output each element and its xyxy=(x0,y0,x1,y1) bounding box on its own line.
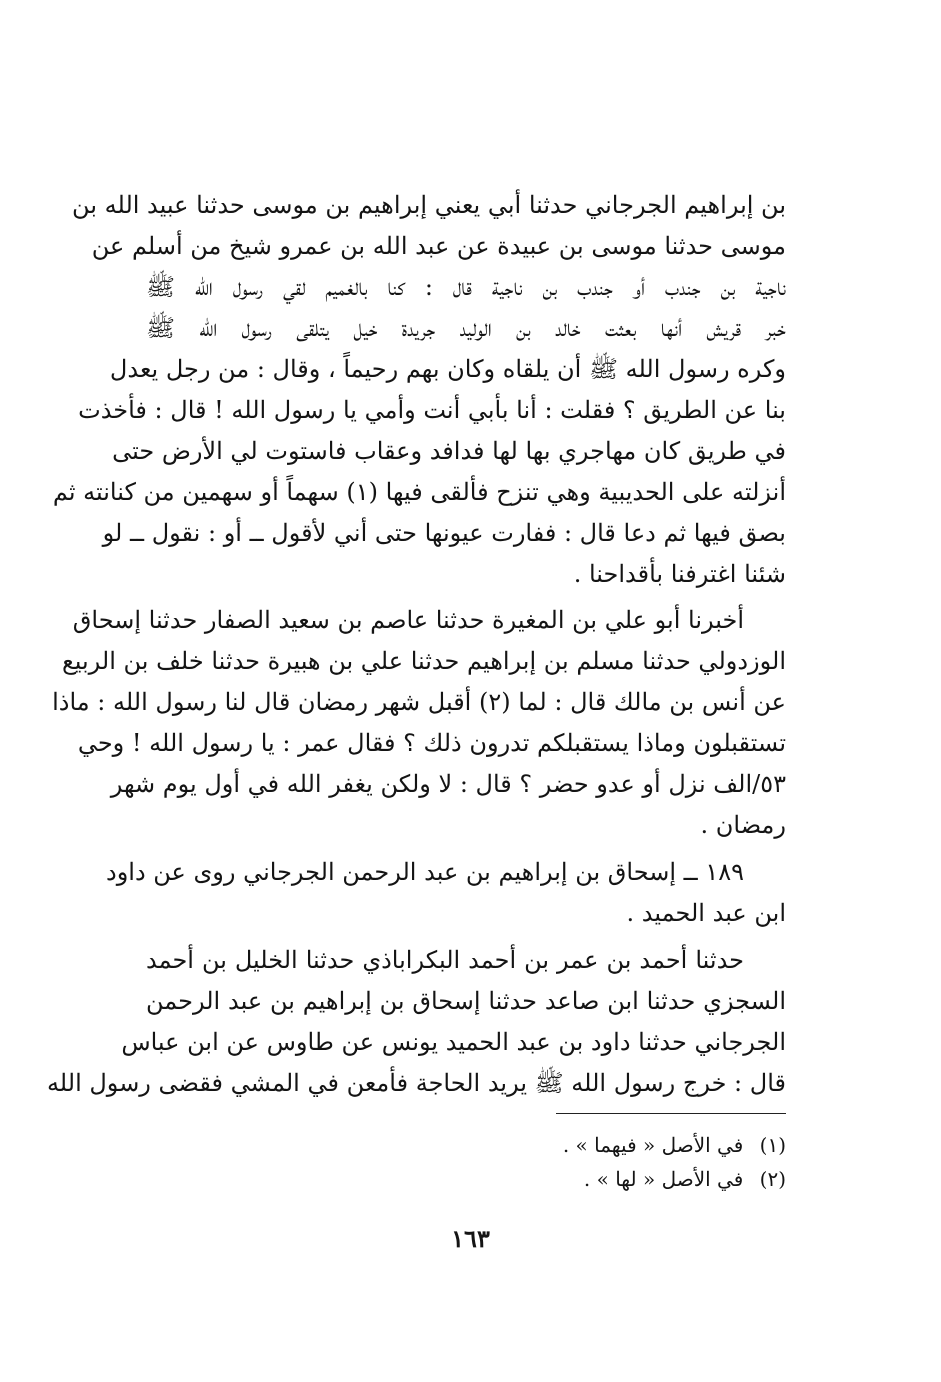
text-line: قال : خرج رسول الله ﷺ يريد الحاجة فأمعن في المشي فقضى رسول الله xyxy=(46,1069,786,1097)
text-line: عن أنس بن مالك قال : لما (٢) أقبل شهر رمضان قال لنا رسول الله : ماذا xyxy=(52,688,786,716)
text-line: شئنا اغترفنا بأقداحنا . xyxy=(573,560,786,588)
biography-entry-189 xyxy=(106,852,786,934)
paragraph-hadith-ramadan xyxy=(52,600,786,846)
text-line: بن إبراهيم الجرجاني حدثنا أبي يعني إبراهيم بن موسى حدثنا عبيد الله بن xyxy=(72,191,786,219)
text-line: بنا عن الطريق ؟ فقلت : أنا بأبي أنت وأمي يا رسول الله ! قال : فأخذت xyxy=(78,396,786,424)
text-line: موسى حدثنا موسى بن عبيدة عن عبد الله بن عمرو شيخ من أسلم عن xyxy=(91,232,786,260)
footnote-text: في الأصل « لها » . xyxy=(583,1167,744,1191)
footnote-number: (١) xyxy=(759,1133,786,1157)
text-line: رمضان . xyxy=(700,811,786,839)
footnotes xyxy=(480,1128,786,1196)
text-line: تستقبلون وماذا يستقبلكم تدرون ذلك ؟ فقال عمر : يا رسول الله ! وحي xyxy=(77,729,786,757)
footnote-number: (٢) xyxy=(759,1167,786,1191)
text-line: أخبرنا أبو علي بن المغيرة حدثنا عاصم بن سعيد الصفار حدثنا إسحاق xyxy=(72,606,744,634)
footnote-text: في الأصل « فيهما » . xyxy=(562,1133,744,1157)
footnote-1 xyxy=(480,1128,786,1162)
paragraph-hadith-najiya xyxy=(52,185,787,595)
text-line: الوزدولي حدثنا مسلم بن إبراهيم حدثنا علي بن هبيرة حدثنا خلف بن الربيع xyxy=(61,647,786,675)
text-line: ابن عبد الحميد . xyxy=(626,899,786,927)
page-number: ١٦٣ xyxy=(451,1224,490,1253)
text-line: خبر قريش أنها بعثت خالد بن الوليد جريدة خيل يتلقى رسول الله ﷺ xyxy=(146,314,786,342)
footnote-divider xyxy=(556,1113,786,1114)
text-line: ناجية بن جندب أو جندب بن ناجية قال : كنا بالغميم لقي رسول الله ﷺ xyxy=(146,273,787,301)
text-line: أنزلته على الحديبية وهي تنزح فألقى فيها (١) سهماً أو سهمين من كنانته ثم xyxy=(52,478,786,506)
text-line: السجزي حدثنا ابن صاعد حدثنا إسحاق بن إبراهيم بن عبد الرحمن xyxy=(146,987,786,1015)
text-line: حدثنا أحمد بن عمر بن أحمد البكراباذي حدثنا الخليل بن أحمد xyxy=(146,946,744,974)
text-line: ٥٣/الف نزل أو عدو حضر ؟ قال : لا ولكن يغفر الله في أول يوم شهر xyxy=(110,770,786,798)
footnote-2 xyxy=(480,1162,786,1196)
text-line: بصق فيها ثم دعا قال : ففارت عيونها حتى أني لأقول ــ أو : نقول ــ لو xyxy=(102,519,786,547)
text-line: ١٨٩ ــ إسحاق بن إبراهيم بن عبد الرحمن الجرجاني روى عن داود xyxy=(106,858,744,886)
text-line: الجرجاني حدثنا داود بن عبد الحميد يونس عن طاوس عن ابن عباس xyxy=(121,1028,786,1056)
paragraph-hadith-ibn-abbas xyxy=(46,940,786,1104)
text-line: في طريق كان مهاجري بها لها فدافد وعقاب فاستوت لي الأرض حتى xyxy=(112,437,786,465)
text-line: وكره رسول الله ﷺ أن يلقاه وكان بهم رحيماً ، وقال : من رجل يعدل xyxy=(109,355,786,383)
